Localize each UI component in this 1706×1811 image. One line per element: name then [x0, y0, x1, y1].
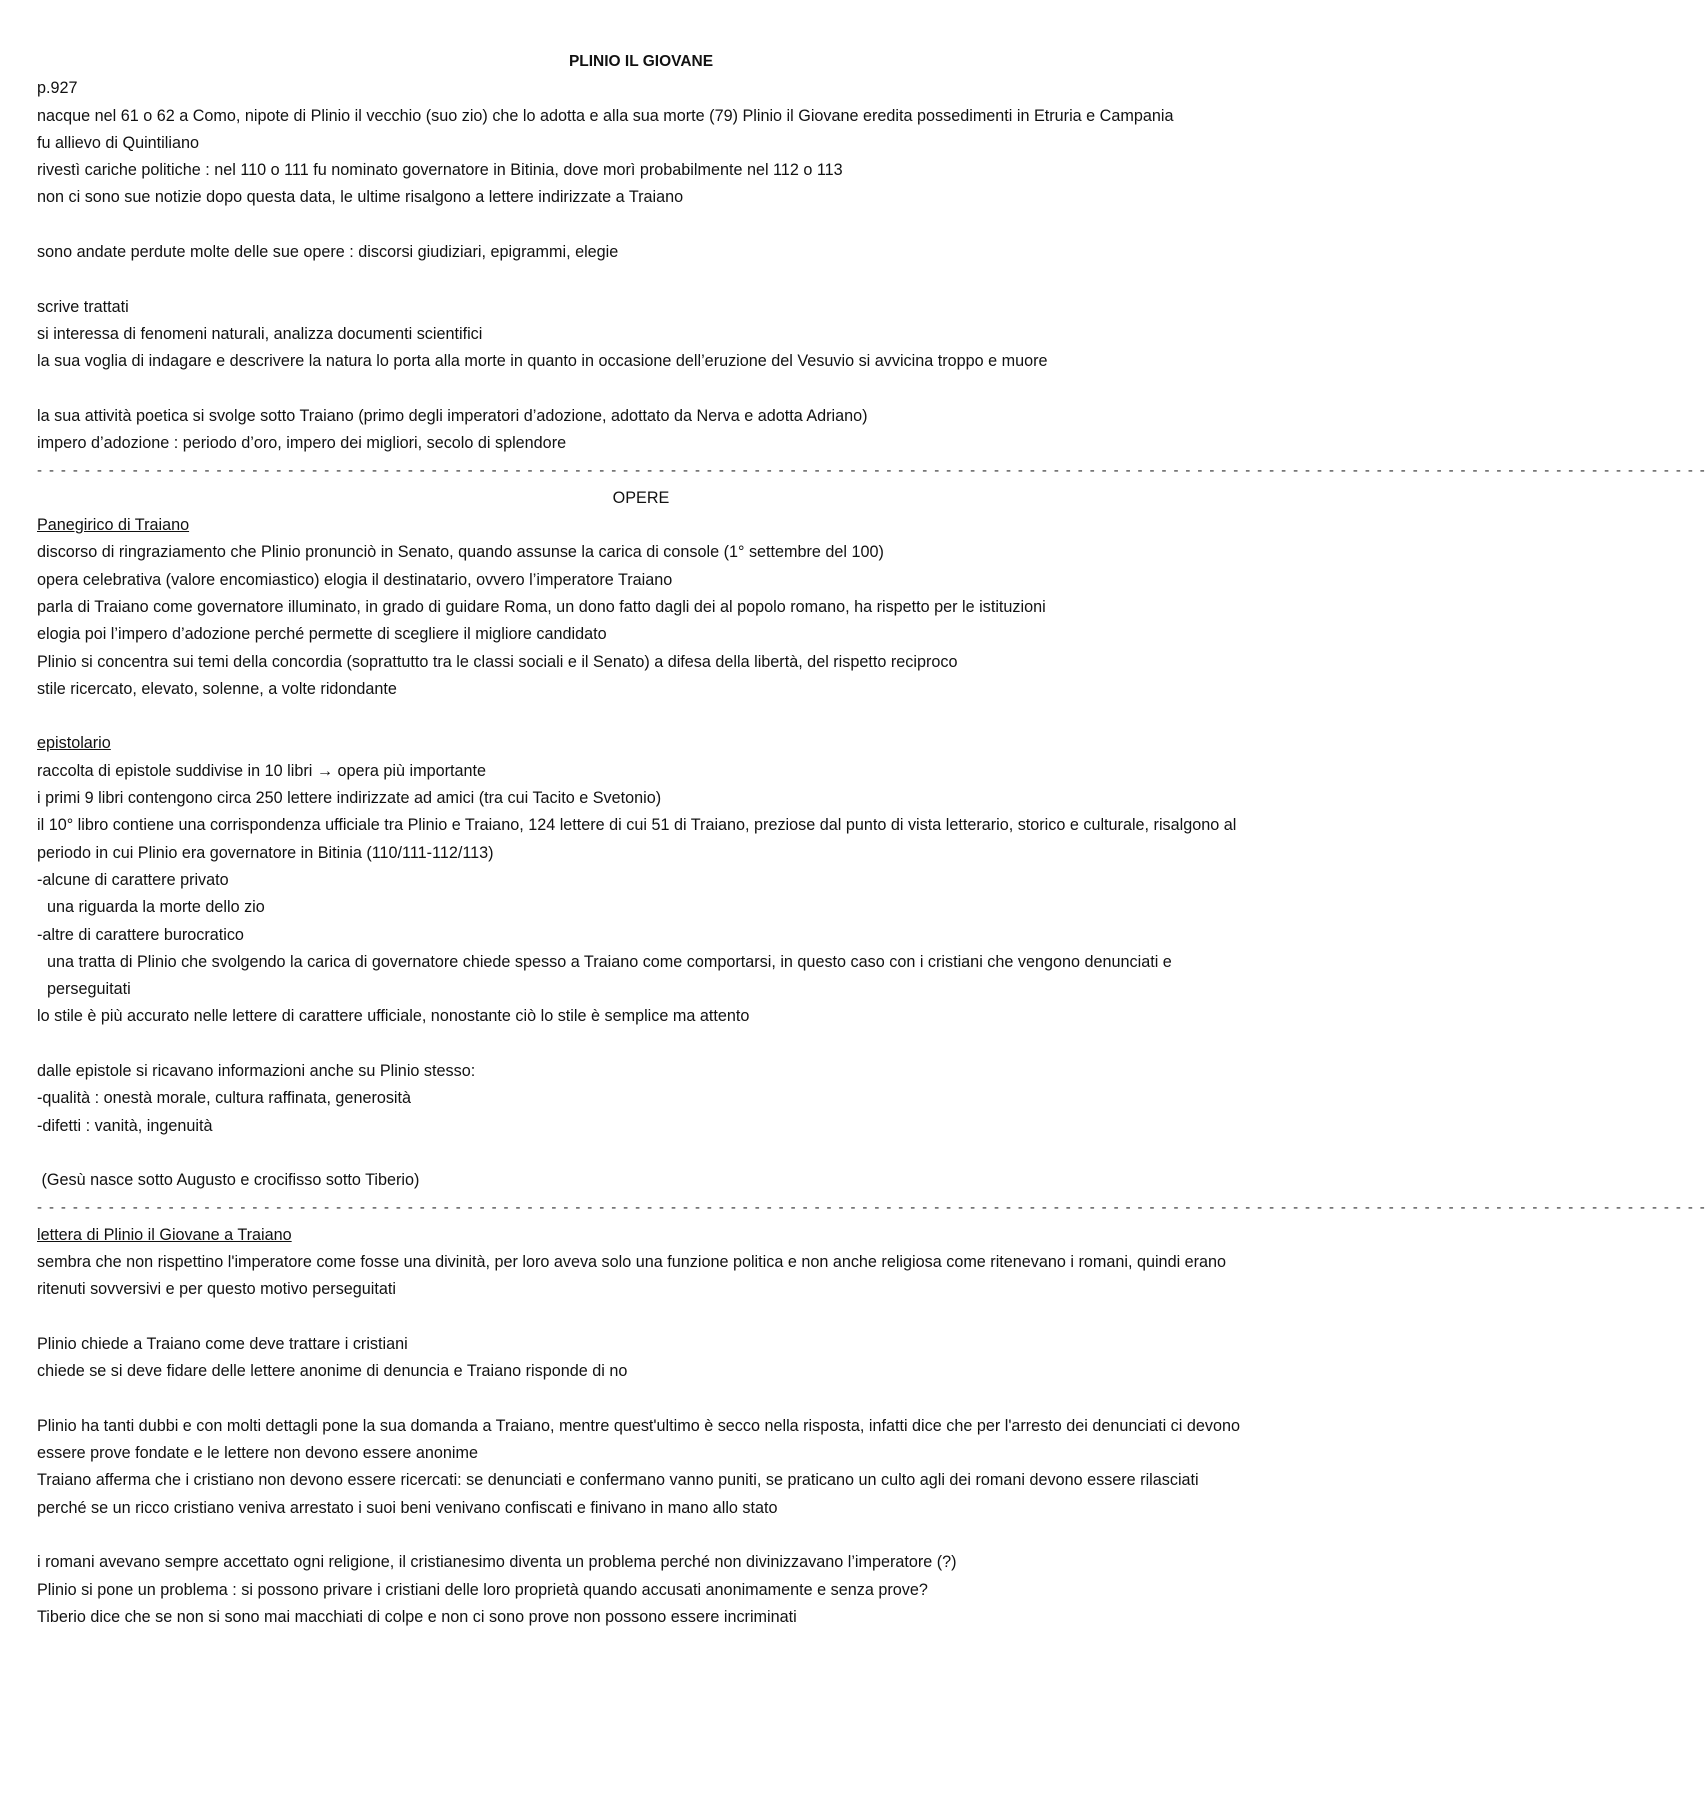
bio-line: impero d’adozione : periodo d’oro, impero dei migliori, secolo di splendore: [37, 434, 567, 453]
lettera-line: sembra che non rispettino l'imperatore come fosse una divinità, per loro aveva solo una funzione politica e non anche religiosa come ritenevano i romani, quindi erano ritenuti sovversivi e per questo motivo perseguitati: [37, 1253, 1227, 1299]
blank-line: [37, 703, 1245, 730]
blank-line: [37, 1140, 1245, 1167]
blank-line: [37, 1031, 1245, 1058]
lettera-line: chiede se si deve fidare delle lettere anonime di denuncia e Traiano risponde di no: [37, 1362, 628, 1381]
panegirico-line: elogia poi l’impero d’adozione perché permette di scegliere il migliore candidato: [37, 625, 607, 644]
bio-line: la sua voglia di indagare e descrivere la natura lo porta alla morte in quanto in occasione dell’eruzione del Vesuvio si avvicina troppo e muore: [37, 352, 1048, 371]
blank-line: [37, 266, 1245, 293]
epistolario-line: -qualità : onestà morale, cultura raffinata, generosità: [37, 1089, 412, 1108]
blank-line: [37, 1522, 1245, 1549]
epistolario-line: il 10° libro contiene una corrispondenza ufficiale tra Plinio e Traiano, 124 lettere di cui 51 di Traiano, preziose dal punto di vista letterario, storico e culturale, risalgono al periodo in cui Plinio era governatore in Bitinia (110/111-112/113): [37, 816, 1237, 862]
epistolario-line: dalle epistole si ricavano informazioni anche su Plinio stesso:: [37, 1061, 476, 1080]
subheading-panegirico: Panegirico di Traiano: [37, 516, 190, 535]
document-title: PLINIO IL GIOVANE: [568, 53, 714, 70]
epistolario-line: raccolta di epistole suddivise in 10 libri → opera più importante: [37, 761, 486, 780]
lettera-line: Traiano afferma che i cristiano non devono essere ricercati: se denunciati e confermano vanno puniti, se praticano un culto agli dei romani devono essere rilasciati: [37, 1471, 1199, 1490]
bio-line: scrive trattati: [37, 297, 129, 316]
epistolario-line: -difetti : vanità, ingenuità: [37, 1116, 213, 1135]
lettera-line: i romani avevano sempre accettato ogni religione, il cristianesimo diventa un problema perché non divinizzavano l’imperatore (?): [37, 1553, 957, 1572]
panegirico-line: Plinio si concentra sui temi della concordia (soprattutto tra le classi sociali e il Senato) a difesa della libertà, del rispetto reciproco: [37, 652, 958, 671]
epistolario-note: (Gesù nasce sotto Augusto e crocifisso sotto Tiberio): [37, 1171, 420, 1190]
bio-line: si interessa di fenomeni naturali, analizza documenti scientifici: [37, 324, 483, 343]
dashed-separator: - - - - - - - - - - - - - - - - - - - - - - - - - - - - - - - - - - - - - - - - - - - - - - - - - - - - - - - - - - - - - - - - - - - - - - - - - - - - - - - - - - - - - - - - - - - - - - - - - - - - - - - - - - - - - - - - - - - - - - - - - - - - - - - - - - - - - - - - - - - -: [37, 1199, 1706, 1217]
bio-line: non ci sono sue notizie dopo questa data, le ultime risalgono a lettere indirizzate a Traiano: [37, 188, 684, 207]
blank-line: [37, 1386, 1245, 1413]
bio-line: nacque nel 61 o 62 a Como, nipote di Plinio il vecchio (suo zio) che lo adotta e alla sua morte (79) Plinio il Giovane eredita possedimenti in Etruria e Campania: [37, 106, 1174, 125]
epistolario-line: una riguarda la morte dello zio: [47, 898, 265, 917]
panegirico-line: discorso di ringraziamento che Plinio pronunciò in Senato, quando assunse la carica di console (1° settembre del 100): [37, 543, 884, 562]
subheading-lettera: lettera di Plinio il Giovane a Traiano: [37, 1225, 292, 1244]
panegirico-line: opera celebrativa (valore encomiastico) elogia il destinatario, ovvero l’imperatore Traiano: [37, 570, 673, 589]
lettera-line: Plinio ha tanti dubbi e con molti dettagli pone la sua domanda a Traiano, mentre quest'ultimo è secco nella risposta, infatti dice che per l'arresto dei denunciati ci devono essere prove fondate e le lettere non devono essere anonime: [37, 1416, 1240, 1463]
subheading-epistolario: epistolario: [37, 734, 111, 753]
bio-line: sono andate perdute molte delle sue opere : discorsi giudiziari, epigrammi, elegie: [37, 243, 619, 262]
lettera-line: perché se un ricco cristiano veniva arrestato i suoi beni venivano confiscati e finivano in mano allo stato: [37, 1498, 778, 1517]
page-reference: p.927: [37, 79, 78, 98]
bio-line: rivestì cariche politiche : nel 110 o 111 fu nominato governatore in Bitinia, dove morì probabilmente nel 112 o 113: [37, 161, 843, 180]
panegirico-line: stile ricercato, elevato, solenne, a volte ridondante: [37, 679, 397, 698]
blank-line: [37, 376, 1245, 403]
epistolario-line: lo stile è più accurato nelle lettere di carattere ufficiale, nonostante ciò lo stile è semplice ma attento: [37, 1007, 750, 1026]
epistolario-line: -altre di carattere burocratico: [37, 925, 244, 944]
panegirico-line: parla di Traiano come governatore illuminato, in grado di guidare Roma, un dono fatto dagli dei al popolo romano, ha rispetto per le istituzioni: [37, 597, 1046, 616]
dashed-separator: - - - - - - - - - - - - - - - - - - - - - - - - - - - - - - - - - - - - - - - - - - - - - - - - - - - - - - - - - - - - - - - - - - - - - - - - - - - - - - - - - - - - - - - - - - - - - - - - - - - - - - - - - - - - - - - - - - - - - - - - - - - - - - - - - - - - - - - - - - - -: [37, 462, 1706, 480]
epistolario-line: una tratta di Plinio che svolgendo la carica di governatore chiede spesso a Traiano come comportarsi, in questo caso con i cristiani che vengono denunciati e perseguitati: [47, 952, 1172, 999]
section-heading-opere: OPERE: [612, 488, 670, 507]
lettera-line: Plinio chiede a Traiano come deve trattare i cristiani: [37, 1334, 408, 1353]
bio-line: la sua attività poetica si svolge sotto Traiano (primo degli imperatori d’adozione, adottato da Nerva e adotta Adriano): [37, 406, 868, 425]
epistolario-line: i primi 9 libri contengono circa 250 lettere indirizzate ad amici (tra cui Tacito e Svetonio): [37, 789, 662, 808]
blank-line: [37, 212, 1245, 239]
epistolario-line: -alcune di carattere privato: [37, 870, 229, 889]
lettera-line: Tiberio dice che se non si sono mai macchiati di colpe e non ci sono prove non possono essere incriminati: [37, 1607, 797, 1626]
lettera-line: Plinio si pone un problema : si possono privare i cristiani delle loro proprietà quando accusati anonimamente e senza prove?: [37, 1580, 928, 1599]
bio-line: fu allievo di Quintiliano: [37, 133, 199, 152]
document-page: [37, 48, 1706, 1631]
blank-line: [37, 1304, 1245, 1331]
